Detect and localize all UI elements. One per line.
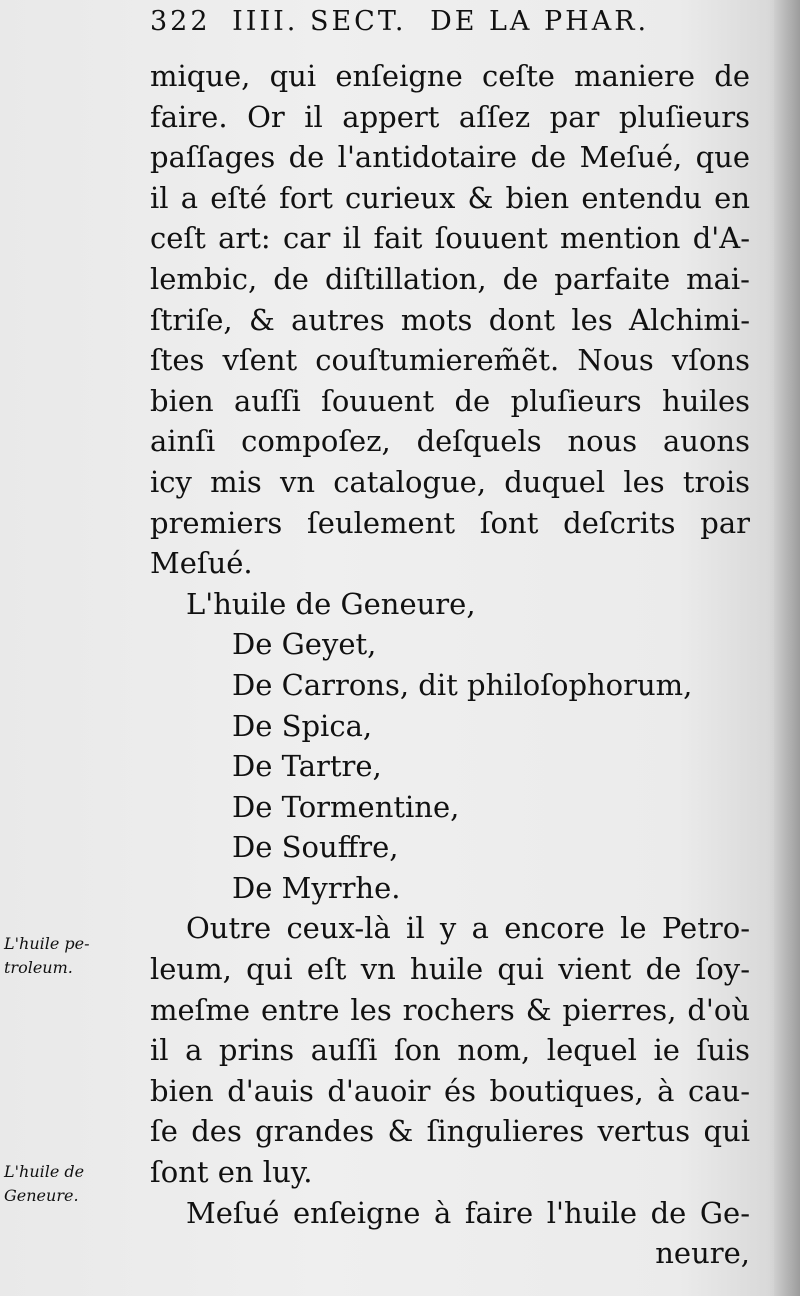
oil-list-heading: L'huile de Geneure,: [186, 586, 476, 621]
oil-list-item: De Geyet,: [232, 627, 377, 662]
text-line: lembic, de diſtillation, de parfaite mai-: [150, 261, 750, 296]
oil-list-item: De Tormentine,: [232, 789, 460, 824]
text-line: faire. Or il appert aſſez par pluſieurs: [150, 99, 750, 134]
text-line: il a eſté fort curieux & bien entendu en: [150, 180, 750, 215]
oil-list-item: De Tartre,: [232, 749, 382, 784]
text-line: ſe des grandes & ſingulieres vertus qui: [150, 1114, 750, 1149]
text-line: mique, qui enſeigne ceſte maniere de: [150, 59, 750, 93]
section-label: IIII. SECT.: [232, 6, 407, 37]
text-line: neure,: [655, 1236, 750, 1271]
text-line: meſme entre les rochers & pierres, d'où: [150, 992, 750, 1027]
margin-note-geneure: [4, 1160, 84, 1208]
text-line: il a prins auſſi ſon nom, lequel ie ſuis: [150, 1033, 750, 1068]
margin-note-line: troleum.: [4, 958, 73, 977]
text-line: icy mis vn catalogue, duquel les trois: [150, 464, 750, 499]
oil-list-item: De Spica,: [232, 708, 373, 743]
text-line: Outre ceux-là il y a encore le Petro-: [186, 911, 750, 946]
text-line: paſſages de l'antidotaire de Meſué, que: [150, 140, 750, 175]
text-line: ceſt art: car il fait ſouuent mention d'A-: [150, 221, 750, 256]
text-line: bien auſſi ſouuent de pluſieurs huiles: [150, 383, 750, 418]
margin-note-petroleum: [4, 932, 90, 980]
margin-note-line: L'huile pe-: [4, 934, 90, 953]
text-line: Meſué.: [150, 546, 253, 581]
text-line: Meſué enſeigne à faire l'huile de Ge-: [186, 1195, 750, 1230]
text-line: leum, qui eſt vn huile qui vient de ſoy-: [150, 952, 750, 987]
running-title: DE LA PHAR.: [430, 6, 650, 37]
oil-list-item: De Carrons, dit philoſophorum,: [232, 667, 693, 702]
running-header: [150, 6, 750, 37]
text-line: bien d'auis d'auoir és boutiques, à cau-: [150, 1073, 750, 1108]
margin-note-line: L'huile de: [4, 1162, 85, 1181]
text-line: ſtes vſent couſtumierem̃ẽt. Nous vſons: [150, 343, 750, 378]
page-edge-shadow: [774, 0, 800, 1296]
text-line: ainſi compoſez, deſquels nous auons: [150, 424, 750, 459]
margin-note-line: Geneure.: [4, 1186, 79, 1205]
text-line: ſont en luy.: [150, 1155, 313, 1190]
page-number: 322: [150, 6, 211, 37]
oil-list-item: De Souffre,: [232, 830, 399, 865]
text-line: premiers ſeulement ſont deſcrits par: [150, 505, 750, 540]
main-text-block: [150, 56, 750, 1274]
oil-list-item: De Myrrhe.: [232, 870, 401, 905]
text-line: ſtriſe, & autres mots dont les Alchimi-: [150, 302, 750, 337]
